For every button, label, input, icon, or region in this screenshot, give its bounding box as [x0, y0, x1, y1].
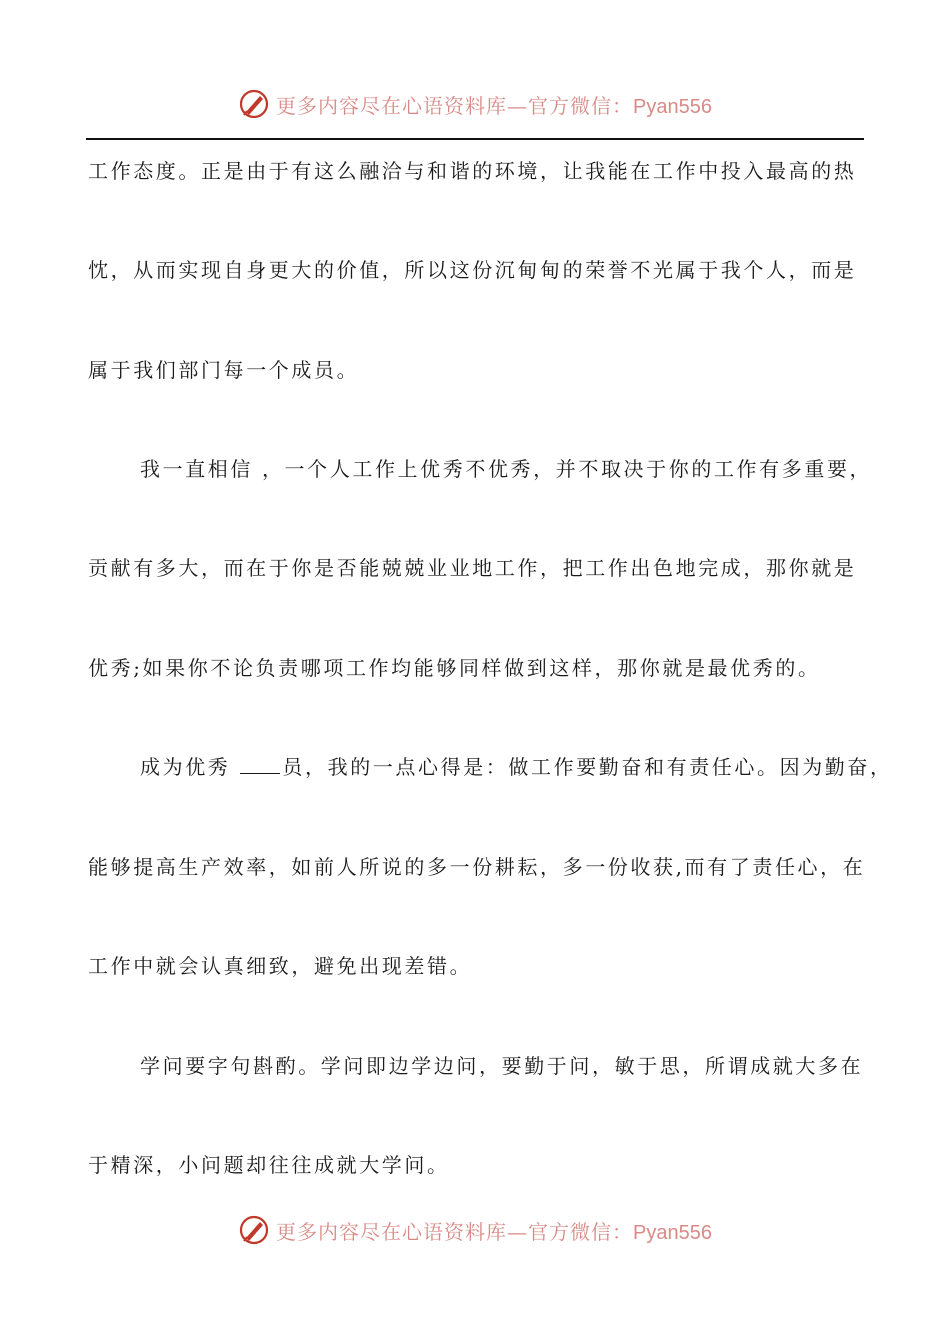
- quill-logo-icon: [238, 1214, 270, 1246]
- paragraph-line: 学问要字句斟酌。学问即边学边问，要勤于问，敏于思，所谓成就大多在: [140, 1054, 864, 1078]
- fill-in-blank: [240, 755, 280, 774]
- footer-banner: [0, 1210, 950, 1250]
- quill-logo-icon: [238, 88, 270, 120]
- paragraph-line: 优秀;如果你不论负责哪项工作均能够同样做到这样，那你就是最优秀的。: [88, 656, 821, 680]
- paragraph-line: 能够提高生产效率，如前人所说的多一份耕耘，多一份收获,而有了责任心，在: [88, 855, 866, 879]
- header-divider: [86, 138, 864, 140]
- header-banner: [0, 84, 950, 124]
- footer-banner-text: 更多内容尽在心语资料库—官方微信：Pyan556: [276, 1219, 712, 1244]
- paragraph-line: 贡献有多大，而在于你是否能兢兢业业地工作，把工作出色地完成，那你就是: [88, 556, 857, 580]
- header-banner-text: 更多内容尽在心语资料库—官方微信：Pyan556: [276, 93, 712, 118]
- paragraph-line: 工作态度。正是由于有这么融洽与和谐的环境，让我能在工作中投入最高的热: [88, 159, 857, 183]
- line-prefix: 成为优秀: [140, 755, 231, 779]
- header-banner-id: Pyan556: [633, 95, 712, 118]
- paragraph-line: 于精深，小问题却往往成就大学问。: [88, 1153, 450, 1177]
- paragraph-line: 工作中就会认真细致，避免出现差错。: [88, 954, 473, 978]
- paragraph-line: [140, 754, 893, 780]
- footer-banner-id: Pyan556: [633, 1221, 712, 1244]
- paragraph-line: 忱，从而实现自身更大的价值，所以这份沉甸甸的荣誉不光属于我个人，而是: [88, 258, 857, 282]
- paragraph-line: 我一直相信 ，一个人工作上优秀不优秀，并不取决于你的工作有多重要，: [140, 457, 873, 481]
- paragraph-line: 属于我们部门每一个成员。: [88, 358, 360, 382]
- line-rest: 员，我的一点心得是：做工作要勤奋和有责任心。因为勤奋，: [282, 755, 893, 779]
